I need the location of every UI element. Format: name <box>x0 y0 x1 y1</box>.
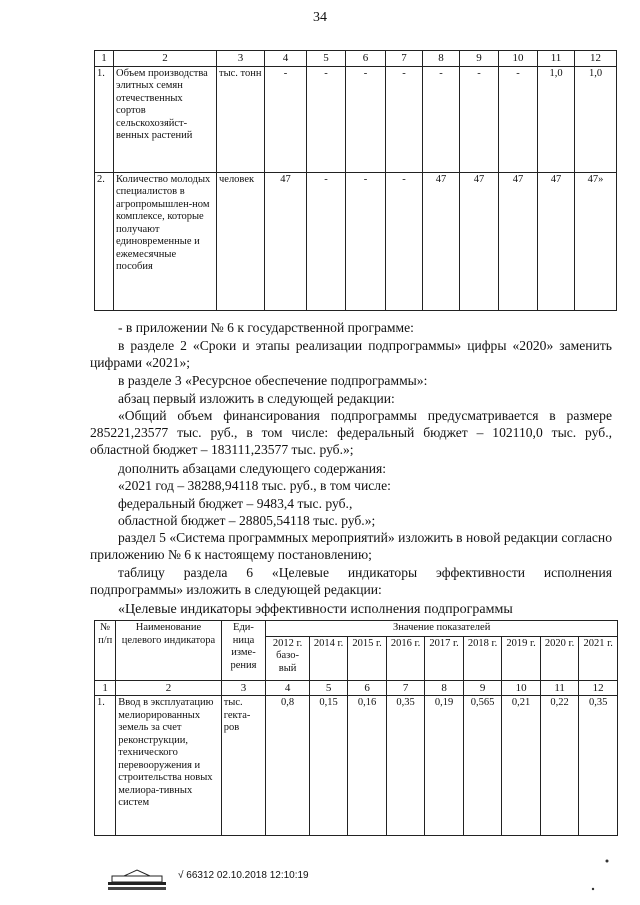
table-2-header-row: № п/п Наименование целевого индикатора Еди-ница изме-рения Значение показателей <box>95 621 618 637</box>
registration-stamp: √ 66312 02.10.2018 12:10:19 <box>178 870 309 881</box>
table-row: 2. Количество молодых специалистов в агропромышлен-ном комплексе, которые получают единовременные и ежемесячные пособия человек 47 - - - 47 47 47 47 47» <box>95 172 617 310</box>
table-row: 1. Объем производства элитных семян отечественных сортов сельскохозяйст-венных растений тыс. тонн - - - - - - - 1,0 1,0 <box>95 66 617 172</box>
paragraph: федеральный бюджет – 9483,4 тыс. руб., <box>118 496 353 511</box>
paragraph: абзац первый изложить в следующей редакции: <box>118 391 395 406</box>
paragraph: в разделе 2 «Сроки и этапы реализации подпрограммы» цифры «2020» заменить цифрами «2021»; <box>90 338 612 370</box>
table-1-colnum-row: 1 2 3 4 5 6 7 8 9 10 11 12 <box>95 51 617 67</box>
table-2 <box>94 620 618 836</box>
table-title: «Целевые индикаторы эффективности исполнения подпрограммы <box>118 602 513 617</box>
page-number: 34 <box>313 10 327 25</box>
scan-dot-icon <box>590 886 596 892</box>
paragraph: областной бюджет – 28805,54118 тыс. руб.»; <box>118 513 376 528</box>
table-2-years-row: 2012 г. базо-вый 2014 г. 2015 г. 2016 г. 2017 г. 2018 г. 2019 г. 2020 г. 2021 г. <box>95 636 618 680</box>
scan-dot-icon <box>604 858 610 864</box>
paragraph: дополнить абзацами следующего содержания: <box>118 461 387 476</box>
paragraph: таблицу раздела 6 «Целевые индикаторы эффективности исполнения подпрограммы» изложить в следующей редакции: <box>90 565 612 597</box>
paragraph: - в приложении № 6 к государственной программе: <box>118 320 414 335</box>
table-1 <box>94 50 617 311</box>
paragraph: «2021 год – 38288,94118 тыс. руб., в том числе: <box>118 478 391 493</box>
table-row: 1. Ввод в эксплуатацию мелиорированных земель за счет реконструкции, технического перевооружения и строительства новых мелиора-тивных систем тыс. гекта-ров 0,8 0,15 0,16 0,35 0,19 0,565 0,21 0,22 0,35 <box>95 696 618 836</box>
paragraph: раздел 5 «Система программных мероприятий» изложить в новой редакции согласно приложению № 6 к настоящему постановлению; <box>90 530 612 562</box>
paragraph: «Общий объем финансирования подпрограммы предусматривается в размере 285221,23577 тыс. руб., в том числе: федеральный бюджет – 102110,0 тыс. руб., областной бюджет – 183111,23577 тыс. руб.»; <box>90 408 612 457</box>
stamp-symbol-icon: √ <box>178 870 187 881</box>
table-2-colnum-row: 1 2 3 4 5 6 7 8 9 10 11 12 <box>95 680 618 696</box>
paragraph: в разделе 3 «Ресурсное обеспечение подпрограммы»: <box>118 373 428 388</box>
library-seal-icon <box>104 868 170 892</box>
